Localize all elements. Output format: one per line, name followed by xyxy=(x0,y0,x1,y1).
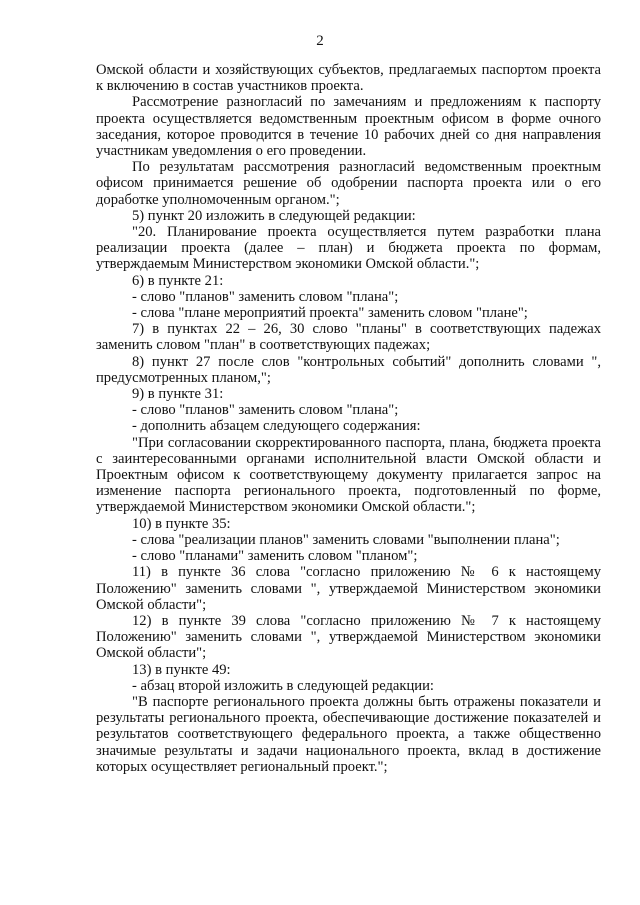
paragraph: "При согласовании скорректированного паспорта, плана, бюджета проекта с заинтересованными органами исполнительной власти Омской области и Проектным офисом к соответствующему документу прилагается запрос на изменение паспорта регионального проекта, подготовленный по форме, утверждаемой Министерством экономики Омской области."; xyxy=(96,434,601,516)
paragraph: По результатам рассмотрения разногласий ведомственным проектным офисом принимается решение об одобрении паспорта проекта или о его доработке уполномоченным органом."; xyxy=(96,159,601,208)
paragraph: - слово "планов" заменить словом "плана"; xyxy=(132,402,399,419)
paragraph: 8) пункт 27 после слов "контрольных событий" дополнить словами ", предусмотренных планом,"; xyxy=(96,353,601,386)
paragraph: - слово "планами" заменить словом "планом"; xyxy=(132,548,418,565)
paragraph: 11) в пункте 36 слова "согласно приложению № 6 к настоящему Положению" заменить словами ", утверждаемой Министерством экономики Омской области"; xyxy=(96,564,601,613)
paragraph: - слово "планов" заменить словом "плана"; xyxy=(132,288,399,305)
paragraph: 10) в пункте 35: xyxy=(132,515,231,532)
paragraph: - абзац второй изложить в следующей редакции: xyxy=(132,677,434,694)
paragraph: 6) в пункте 21: xyxy=(132,272,224,289)
paragraph: 5) пункт 20 изложить в следующей редакции: xyxy=(132,207,416,224)
paragraph: "В паспорте регионального проекта должны быть отражены показатели и результаты регионального проекта, обеспечивающие достижение показателей и результатов соответствующего федерального проекта, а также общественно значимые результаты и задачи национального проекта, вклад в достижение которых осуществляет региональный проект."; xyxy=(96,693,601,775)
paragraph: Рассмотрение разногласий по замечаниям и предложениям к паспорту проекта осуществляется ведомственным проектным офисом в форме очного заседания, которое проводится в течение 10 рабочих дней со дня направления участникам уведомления о его проведении. xyxy=(96,94,601,160)
paragraph: - слова "реализации планов" заменить словами "выполнении плана"; xyxy=(132,531,560,548)
paragraph: - слова "плане мероприятий проекта" заменить словом "плане"; xyxy=(132,305,528,322)
paragraph: - дополнить абзацем следующего содержания: xyxy=(132,418,421,435)
paragraph: 12) в пункте 39 слова "согласно приложению № 7 к настоящему Положению" заменить словами ", утверждаемой Министерством экономики Омской области"; xyxy=(96,612,601,662)
paragraph: 9) в пункте 31: xyxy=(132,386,224,403)
paragraph: 7) в пунктах 22 – 26, 30 слово "планы" в соответствующих падежах заменить словом "план" в соответствующих падежах; xyxy=(96,321,601,354)
paragraph: "20. Планирование проекта осуществляется путем разработки плана реализации проекта (далее – план) и бюджета проекта по формам, утверждаемым Министерством экономики Омской области."; xyxy=(96,224,601,273)
document-body xyxy=(96,62,601,775)
page-number: 2 xyxy=(316,33,324,49)
paragraph: Омской области и хозяйствующих субъектов, предлагаемых паспортом проекта к включению в состав участников проекта. xyxy=(96,62,601,95)
paragraph: 13) в пункте 49: xyxy=(132,661,231,678)
